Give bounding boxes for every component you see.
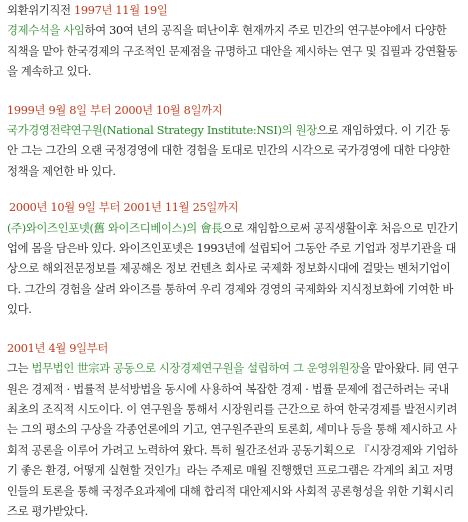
section2-body: 으로 재임하였다. 이 기간 동안 그는 그간의 오랜 국정경영에 대한 경험을 토대로 민간의 시각으로 국가경영에 대한 다양한 정책을 제언한 바 있다. xyxy=(7,124,451,178)
section4-date: 2001년 4월 9일부터 xyxy=(7,341,108,355)
section3-highlight: (주)와이즈인포넷(舊 와이즈디베이스)의 會長 xyxy=(7,221,223,235)
section2-date: 1999년 9월 8일 부터 2000년 10월 8일까지 xyxy=(7,103,223,117)
section4-lead: 그는 xyxy=(7,362,32,376)
section-nsi xyxy=(7,101,460,183)
section4-highlight: 법무법인 世宗과 공동으로 시장경제연구원을 설립하여 그 운영위원장 xyxy=(31,362,360,376)
section-market-economy-institute xyxy=(7,339,460,522)
section1-body: 하여 30여 년의 공직을 떠난이후 현재까지 주로 민간의 연구분야에서 다양한 직책을 맡아 한국경제의 구조적인 문제점을 규명하고 대안을 제시하는 연구 및 집필과 강연활동을 계속하고 있다. xyxy=(7,24,458,79)
section2-highlight: 국가경영전략연구원(National Strategy Institute:NSI)의 원장 xyxy=(7,124,317,138)
section-wiseinfonet xyxy=(7,198,460,320)
section1-intro: 외환위기직전 xyxy=(7,4,74,17)
section3-date: 2000년 10월 9일 부터 2001년 11월 25일까지 xyxy=(9,201,239,215)
section1-highlight: 경제수석을 사임 xyxy=(7,24,85,38)
section-economic-secretary xyxy=(7,1,460,83)
section3-body: 으로 재임함으로써 공직생활이후 처음으로 민간기업에 몸을 담은바 있다. 와이즈인포넷은 1993년에 설립되어 그동안 주로 기업과 정부기관을 대상으로 해외전문정보를 제공해온 정보 컨텐츠 회사로 국제화 정보화시대에 걸맞는 벤처기업이다. 그간의 경험을 살려 와이즈를 통하여 우리 경제와 경영의 국제화와 지식정보화에 기여한 바 있다. xyxy=(7,221,459,317)
section1-date: 1997년 11월 19일 xyxy=(73,4,168,17)
section4-body: 을 맡아왔다. 同 연구원은 경제적 · 법률적 분석방법을 동시에 사용하여 복잡한 경제 · 법률 문제에 접근하려는 국내 최초의 조직적 시도이다. 이 연구원을 통해서 시장원리를 근간으로 하여 한국경제를 발전시키려는 그의 평소의 구상을 각종언론에의 기고, 연구원주관의 토론회, 세미나 등을 통해 제시하고 사회적 공론을 이루어 가려고 노력하여 왔다. 특히 월간조선과 공동기획으로 『시장경제와 기업하기 좋은 환경, 어떻게 실현할 것인가』라는 주제로 매월 진행했던 프로그램은 각계의 최고 저명인들의 토론을 통해 국정주요과제에 대해 합리적 대안제시와 사회적 공론형성을 위한 기획시리즈로 평가받았다. xyxy=(7,362,459,518)
